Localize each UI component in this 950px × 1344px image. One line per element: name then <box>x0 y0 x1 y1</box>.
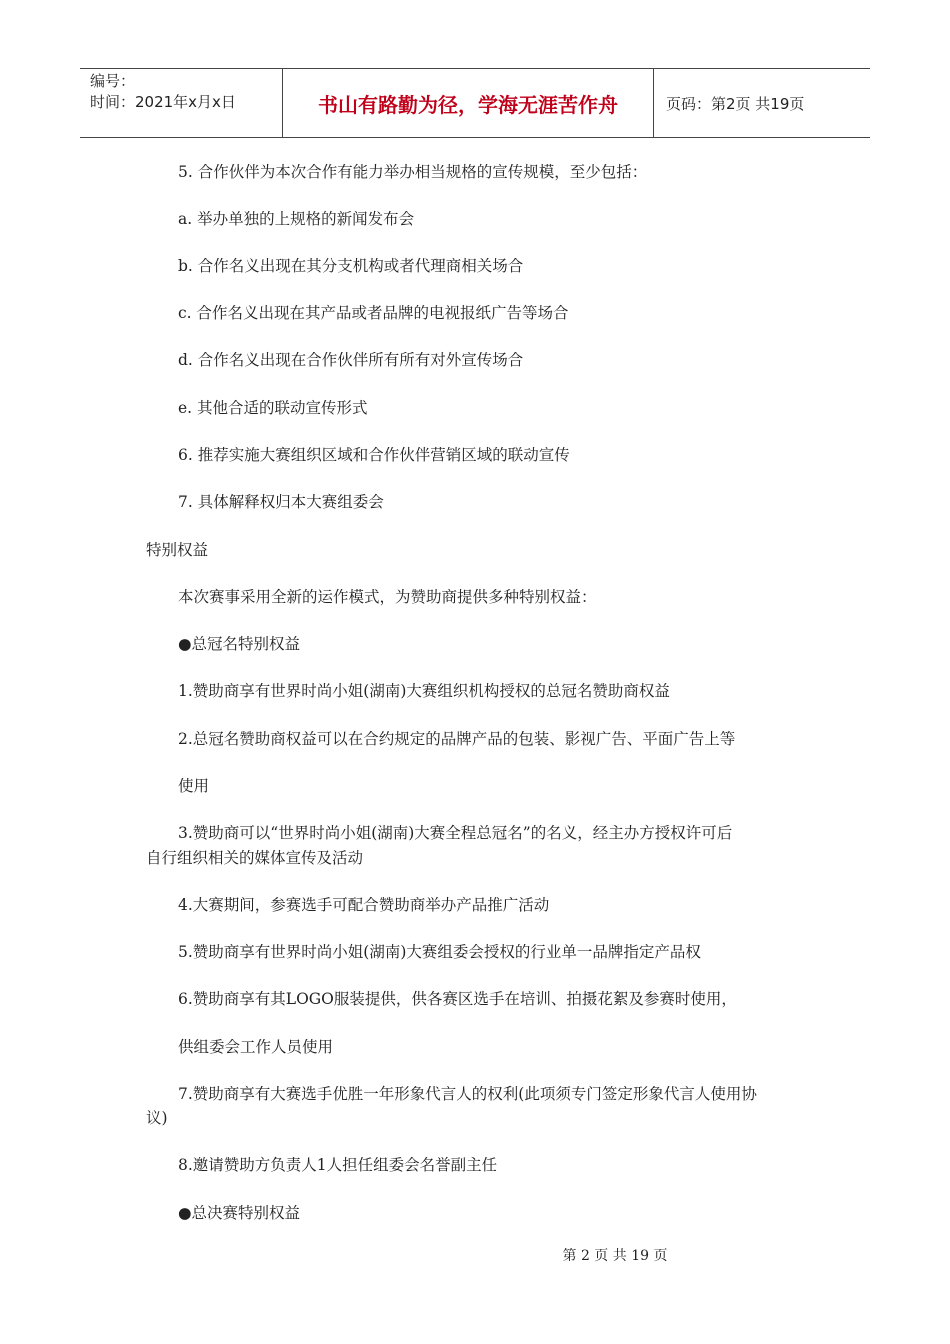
body-line: 5.赞助商享有世界时尚小姐(湖南)大赛组委会授权的行业单一品牌指定产品权 <box>178 943 701 961</box>
body-line: 1.赞助商享有世界时尚小姐(湖南)大赛组织机构授权的总冠名赞助商权益 <box>178 682 670 700</box>
section-heading: 特别权益 <box>146 541 209 559</box>
number-label: 编号： <box>90 72 136 90</box>
body-line: c. 合作名义出现在其产品或者品牌的电视报纸广告等场合 <box>178 304 569 322</box>
body-line: d. 合作名义出现在合作伙伴所有所有对外宣传场合 <box>178 351 524 369</box>
subsection-heading: ●总冠名特别权益 <box>178 635 301 653</box>
header-page-label: 页码：第2页 共19页 <box>666 94 805 113</box>
body-line: a. 举办单独的上规格的新闻发布会 <box>178 210 415 228</box>
body-line: 2.总冠名赞助商权益可以在合约规定的品牌产品的包装、影视广告、平面广告上等 <box>178 730 736 748</box>
body-line: 供组委会工作人员使用 <box>178 1038 334 1056</box>
subsection-heading: ●总决赛特别权益 <box>178 1204 301 1222</box>
header-motto: 书山有路勤为径，学海无涯苦作舟 <box>282 69 654 137</box>
body-line: 3.赞助商可以“世界时尚小姐(湖南)大赛全程总冠名”的名义，经主办方授权许可后 <box>178 824 733 842</box>
body-line: 6. 推荐实施大赛组织区域和合作伙伴营销区域的联动宣传 <box>178 446 570 464</box>
body-line: 使用 <box>178 777 210 795</box>
header-meta <box>80 69 282 137</box>
page-footer: 第 2 页 共 19 页 <box>562 1248 668 1264</box>
page-header <box>80 68 870 138</box>
body-line: 7.赞助商享有大赛选手优胜一年形象代言人的权利(此项须专门签定形象代言人使用协 <box>178 1085 757 1103</box>
body-line: 8.邀请赞助方负责人1人担任组委会名誉副主任 <box>178 1156 498 1174</box>
body-line: b. 合作名义出现在其分支机构或者代理商相关场合 <box>178 257 524 275</box>
time-label: 时间：2021年x月x日 <box>90 93 236 111</box>
body-line: 5. 合作伙伴为本次合作有能力举办相当规格的宣传规模，至少包括： <box>178 163 648 181</box>
body-line: e. 其他合适的联动宣传形式 <box>178 399 368 417</box>
body-line: 自行组织相关的媒体宣传及活动 <box>146 849 364 867</box>
body-line: 6.赞助商享有其LOGO服装提供，供各赛区选手在培训、拍摄花絮及参赛时使用， <box>178 990 737 1008</box>
body-line: 7. 具体解释权归本大赛组委会 <box>178 493 384 511</box>
body-line: 议) <box>146 1109 168 1127</box>
body-line: 4.大赛期间，参赛选手可配合赞助商举办产品推广活动 <box>178 896 550 914</box>
body-line: 本次赛事采用全新的运作模式，为赞助商提供多种特别权益： <box>178 588 597 606</box>
